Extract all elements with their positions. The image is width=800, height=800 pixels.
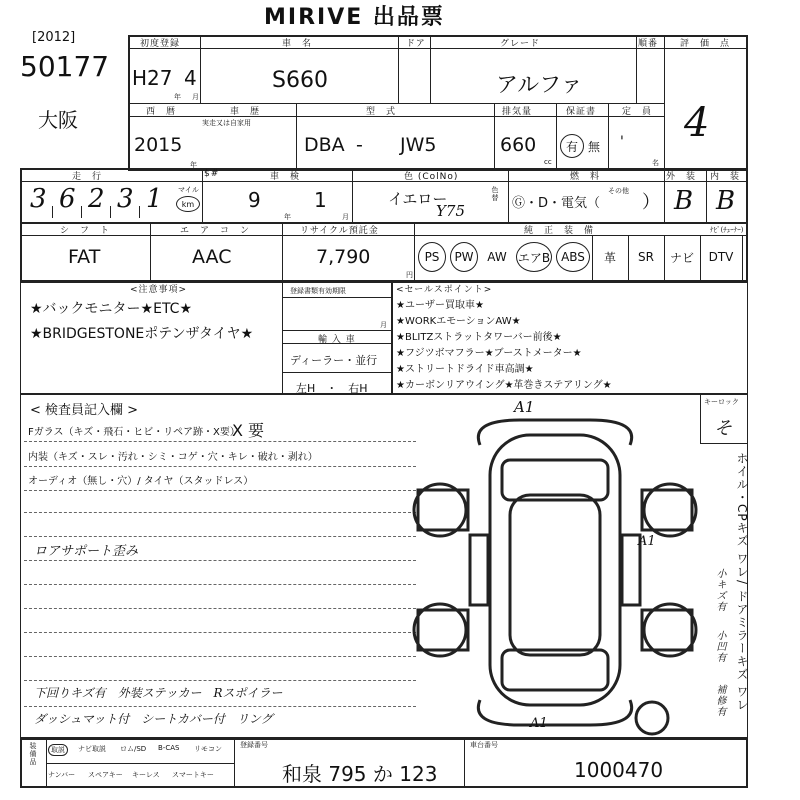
- score-value: 4: [684, 100, 710, 146]
- inspection-month: 1: [314, 188, 327, 212]
- right-small-2: 小凹有: [714, 630, 725, 663]
- cc-value: 660: [500, 134, 537, 156]
- sales-line: ★カーボンリアウイング★革巻きステアリング★: [396, 380, 612, 391]
- label-ac: エ ア コ ン: [180, 226, 251, 236]
- inspector-line-3: オーディオ（無し・穴）/ タイヤ（スタッドレス）: [28, 476, 254, 487]
- inspector-label: < 検査員記入欄 >: [30, 403, 139, 418]
- inspection-unit-month: 月: [342, 213, 349, 221]
- right-note-2: / ドアミラーキズ ワレ: [735, 580, 749, 712]
- shift-value: FAT: [68, 246, 101, 268]
- label-color: 色 (ColNo): [404, 172, 459, 182]
- label-grade: グレード: [500, 39, 541, 49]
- deadline-unit: 月: [380, 321, 387, 329]
- label-reg: 初度登録: [140, 39, 181, 49]
- label-warranty: 保証書: [566, 107, 597, 117]
- model-prefix: DBA: [304, 134, 345, 156]
- label-history: 車 歴: [230, 107, 261, 117]
- color-value: イエロー: [388, 190, 448, 208]
- unit-month: 月: [192, 93, 199, 101]
- recycle-unit: 円: [406, 271, 413, 279]
- deadline-label: 登録書類有効期限: [290, 287, 346, 295]
- cc-unit: cc: [544, 158, 552, 166]
- mileage-digit: 6: [59, 184, 76, 214]
- hand-note-2: 下回りキズ有 外装ステッカー Rスポイラー: [34, 686, 283, 700]
- label-ext: 外 装: [666, 172, 697, 182]
- form-title: MIRIVE 出品票: [264, 5, 445, 30]
- equip-item: 革: [603, 250, 616, 265]
- fuel-close: ）: [642, 192, 660, 213]
- plate-value: 和泉 795 か 123: [282, 762, 438, 786]
- handle-value: 左H ・ 右H: [296, 382, 368, 395]
- footer-item: リモコン: [194, 745, 222, 753]
- label-navtv: ﾅﾋﾞ(ﾁｭｰﾅｰ): [710, 226, 744, 234]
- label-cc: 排気量: [502, 107, 533, 117]
- label-mileage: 走 行: [72, 172, 103, 182]
- label-score: 評 価 点: [680, 39, 731, 49]
- interior-grade: B: [716, 186, 736, 216]
- label-shift: シ フ ト: [60, 226, 111, 236]
- western-year: 2015: [134, 134, 183, 156]
- mileage-digit: 3: [30, 184, 47, 214]
- sales-line: ★BLITZストラットタワーバー前後★: [396, 332, 562, 343]
- footer-item: スマートキー: [172, 771, 214, 779]
- lot-number: 50177: [20, 50, 110, 83]
- sales-line: ★フジツボマフラー★ブーストメーター★: [396, 348, 582, 359]
- reg-era: H27: [132, 66, 173, 90]
- unit-year-2: 年: [190, 161, 197, 169]
- right-small-1: 小キズ有: [714, 568, 725, 612]
- hand-note-1: ロアサポート歪み: [34, 544, 139, 559]
- footer-item: キーレス: [132, 771, 160, 779]
- reg-month: 4: [184, 66, 197, 90]
- equip-item: エアB: [516, 242, 552, 272]
- model-dash: -: [356, 134, 363, 156]
- equip-item: ABS: [556, 242, 590, 272]
- chassis-value: 1000470: [574, 758, 664, 782]
- label-car: 車 名: [282, 39, 313, 49]
- footer-item: ロム/SD: [120, 745, 147, 753]
- fuel-other: その他: [608, 187, 629, 195]
- inspection-unit-year: 年: [284, 213, 291, 221]
- model-code: JW5: [400, 134, 437, 156]
- ac-value: AAC: [192, 246, 232, 268]
- color-code: Y75: [436, 202, 465, 220]
- sales-line: ★WORKエモーションAW★: [396, 316, 521, 327]
- label-km-mark: $#: [204, 169, 220, 179]
- sales-line: ★ストリートドライド車高調★: [396, 364, 534, 375]
- import-label: 輸 入 車: [318, 335, 356, 345]
- label-recycle: リサイクル預託金: [300, 226, 379, 236]
- capacity-unit: 名: [652, 159, 659, 167]
- equip-item: PS: [418, 242, 446, 272]
- label-model: 型 式: [366, 107, 397, 117]
- label-west: 西 暦: [146, 107, 177, 117]
- notes-line-2: ★BRIDGESTONEポテンザタイヤ★: [30, 326, 254, 342]
- mileage-digit: 1: [146, 184, 163, 214]
- unit-year: 年: [174, 93, 181, 101]
- glass-mark: X 要: [232, 421, 265, 440]
- footer-item: スペアキー: [88, 771, 123, 779]
- key-value: そ: [714, 418, 732, 439]
- damage-mark-front: A1: [514, 398, 535, 416]
- equip-item: PW: [450, 242, 478, 272]
- footer-item: ナンバー: [48, 771, 76, 779]
- exterior-grade: B: [674, 186, 694, 216]
- plate-label: 登録番号: [240, 741, 268, 749]
- label-fuel: 燃 料: [570, 172, 601, 182]
- notes-label: <注意事項>: [130, 285, 188, 295]
- label-rank: 順番: [638, 39, 659, 49]
- year-code: [2012]: [32, 30, 76, 45]
- footer-side-label: 装備品: [29, 742, 37, 766]
- footer-item: 取説: [48, 744, 68, 756]
- car-name: S660: [272, 68, 328, 93]
- mileage-digit: 3: [117, 184, 134, 214]
- grade-value: アルファ: [496, 73, 583, 98]
- inspection-year: 9: [248, 188, 261, 212]
- footer-item: B-CAS: [158, 744, 180, 752]
- km-circle: km: [176, 196, 200, 212]
- chassis-label: 車台番号: [470, 741, 498, 749]
- footer-item: ナビ取説: [78, 745, 106, 753]
- warranty-no: 無: [588, 140, 601, 154]
- mileage-digit: 2: [88, 184, 105, 214]
- fuel-options: Ⓖ・D・電気（: [512, 196, 601, 211]
- label-inspection: 車 検: [270, 172, 301, 182]
- capacity-mark: ': [620, 134, 624, 150]
- warranty-yes: 有: [560, 134, 584, 158]
- right-small-3: 補修有: [714, 684, 725, 717]
- import-value: ディーラー・並行: [290, 354, 378, 367]
- equip-item: SR: [638, 250, 654, 264]
- key-label: キーロック: [704, 398, 739, 406]
- color-change-label: 色替: [491, 186, 499, 202]
- recycle-value: 7,790: [316, 246, 371, 268]
- hand-note-3: ダッシュマット付 シートカバー付 リング: [34, 712, 273, 726]
- car-diagram: [410, 400, 700, 740]
- label-capacity: 定 員: [622, 107, 653, 117]
- sales-line: ★ユーザー買取車★: [396, 300, 484, 311]
- sales-label: <セールスポイント>: [396, 285, 493, 295]
- label-history-sub: 実走又は自家用: [202, 119, 251, 127]
- venue-label: 大阪: [38, 108, 78, 132]
- inspector-line-1: Fガラス（キズ・飛石・ヒビ・リペア跡・X要）: [28, 427, 240, 438]
- equip-item: DTV: [708, 250, 734, 264]
- label-door: ドア: [406, 39, 426, 49]
- right-note-1: ホイル・CPキズ ワレ: [735, 452, 749, 579]
- inspector-line-2: 内装（キズ・スレ・汚れ・シミ・コゲ・穴・キレ・破れ・剥れ）: [28, 452, 318, 463]
- damage-mark-rear: A1: [530, 716, 548, 731]
- label-equip: 純 正 装 備: [524, 226, 595, 236]
- equip-item: ナビ: [669, 250, 694, 265]
- label-int: 内 装: [710, 172, 741, 182]
- damage-mark-side: A1: [638, 534, 656, 549]
- equip-item: AW: [487, 250, 507, 264]
- notes-line-1: ★バックモニター★ETC★: [30, 301, 193, 317]
- mile-label: マイル: [178, 186, 199, 194]
